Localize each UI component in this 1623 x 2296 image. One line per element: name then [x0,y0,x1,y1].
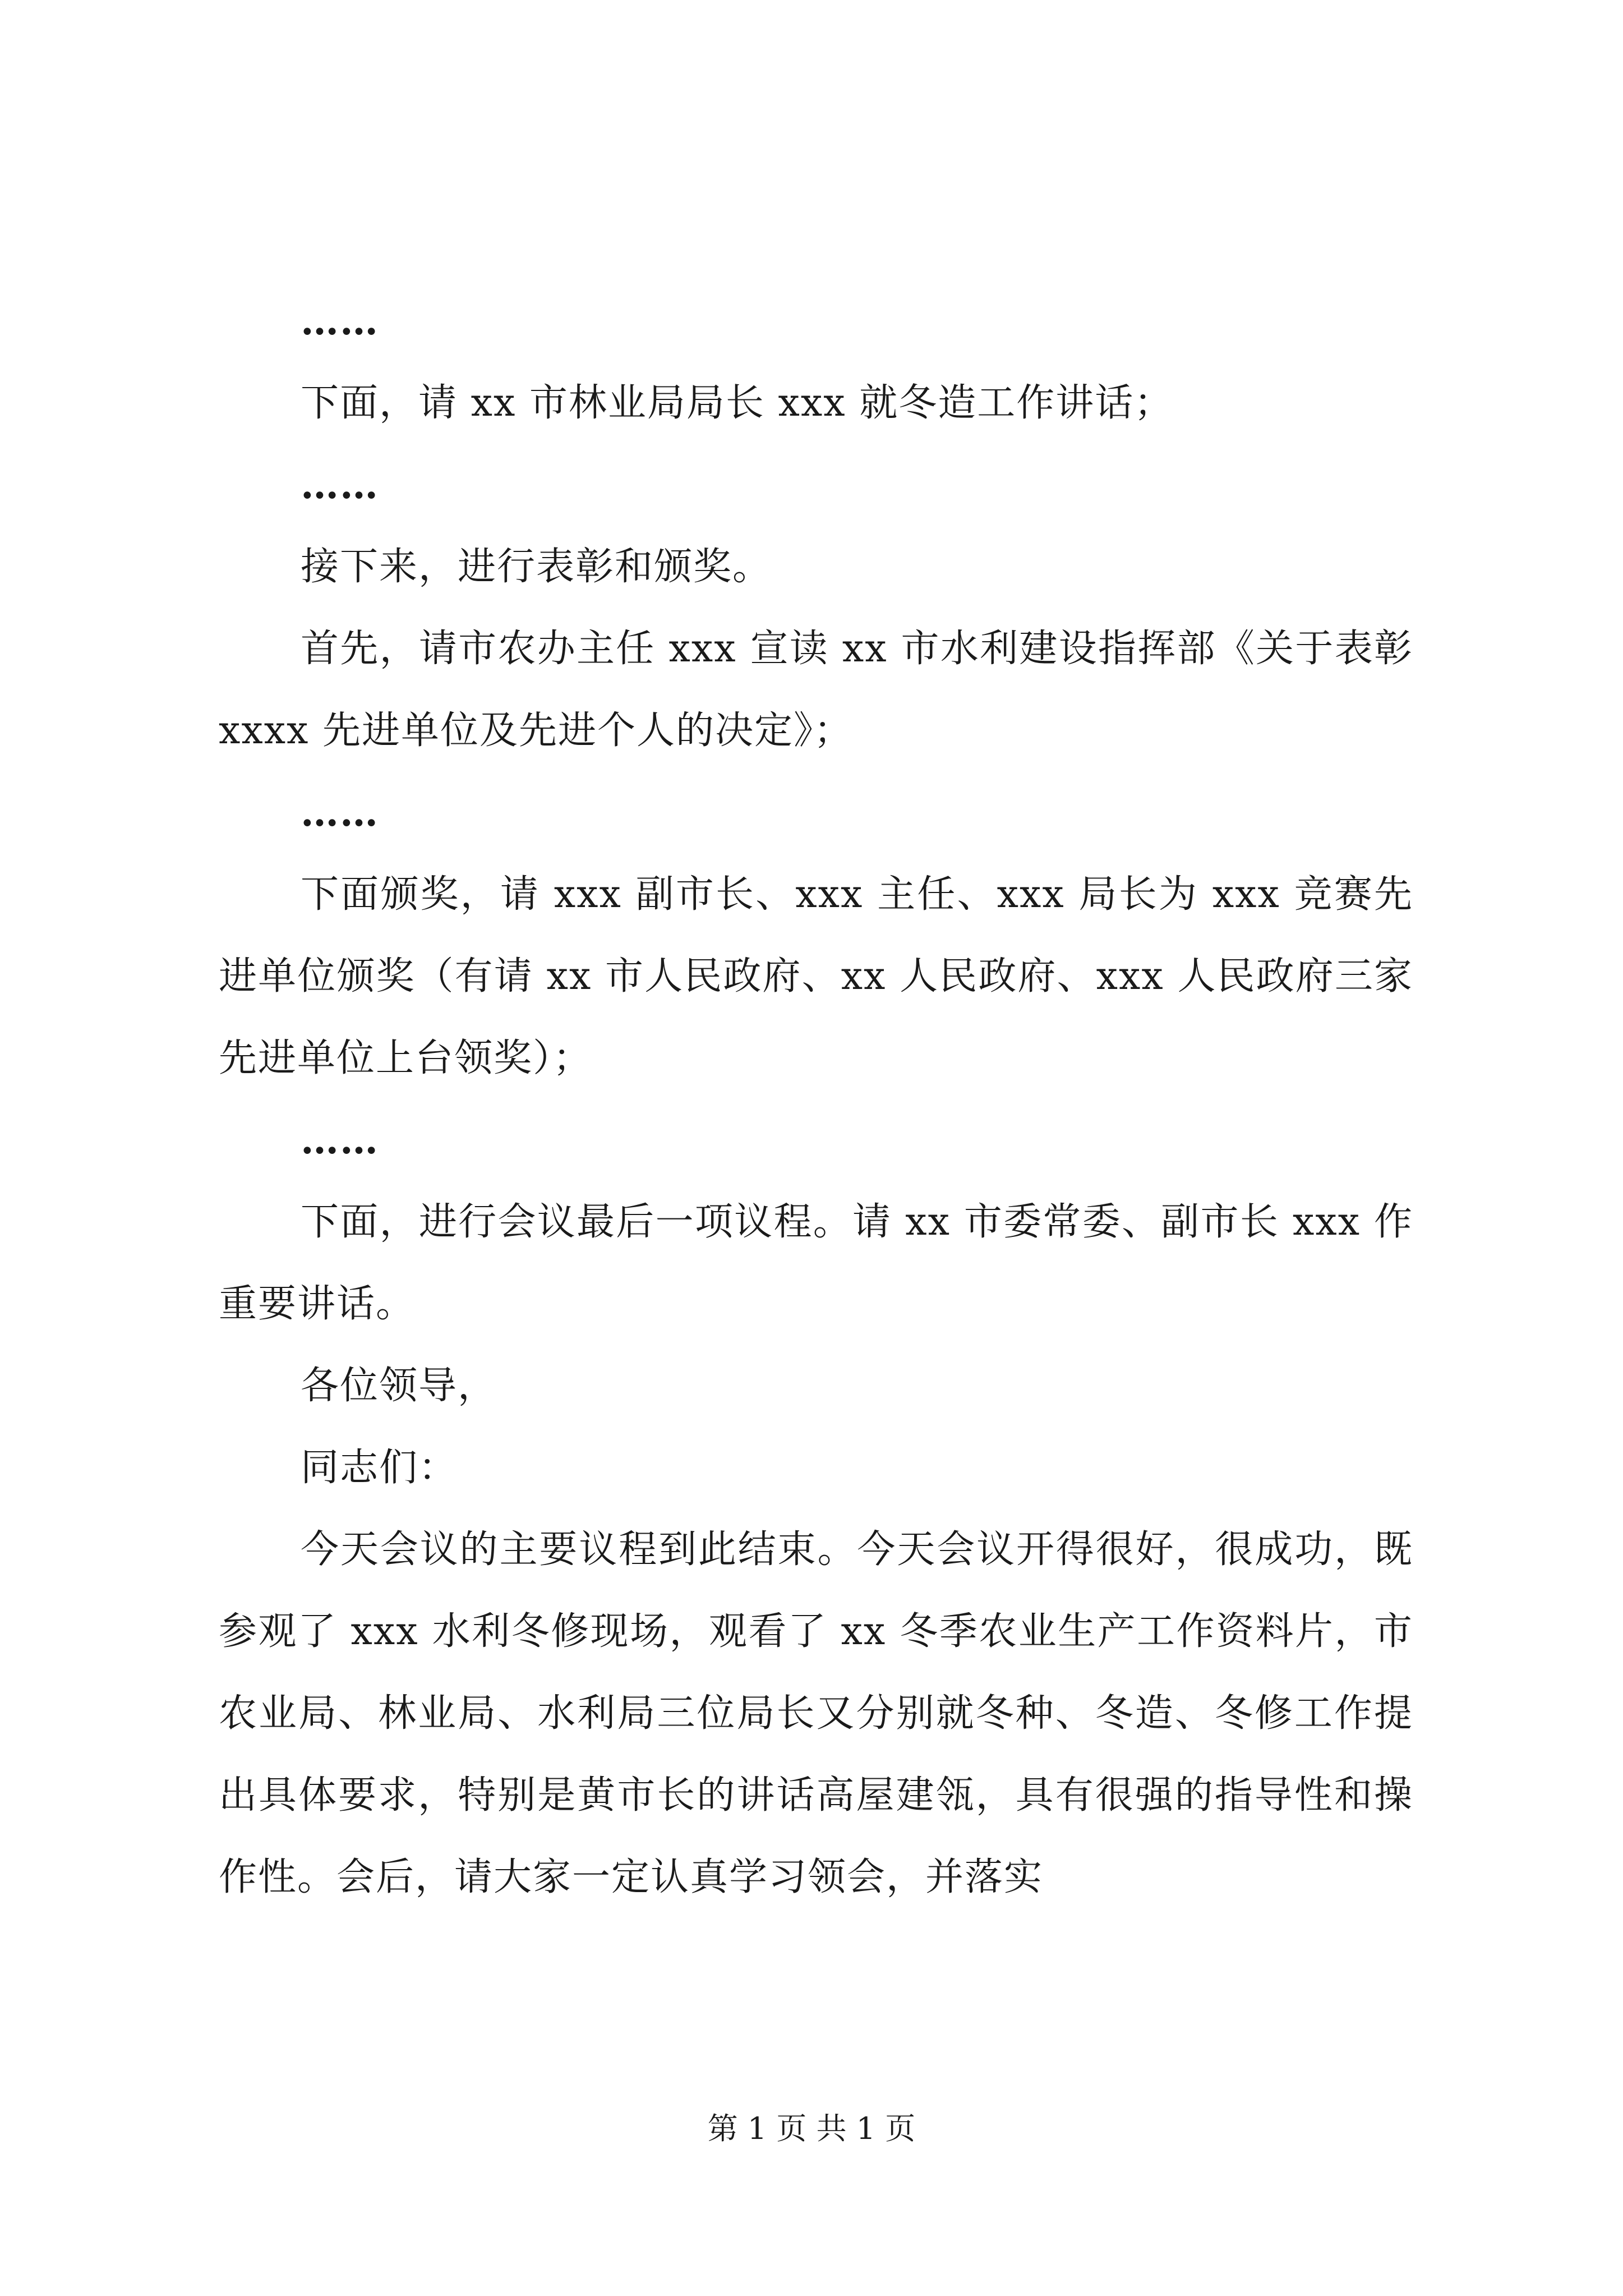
document-body [219,280,1413,1918]
paragraph: 下面颁奖，请 xxx 副市长、xxx 主任、xxx 局长为 xxx 竞赛先进单位颁奖（有请 xx 市人民政府、xx 人民政府、xxx 人民政府三家先进单位上台领奖）； [219,872,1413,1080]
paragraph: 下面，请 xx 市林业局局长 xxx 就冬造工作讲话； [301,381,1174,425]
salutation-leaders: 各位领导， [301,1364,497,1408]
ellipsis-line: …… [301,463,379,508]
paragraph: 下面，进行会议最后一项议程。请 xx 市委常委、副市长 xxx 作重要讲话。 [219,1200,1413,1326]
ellipsis-line: …… [301,299,379,344]
salutation-comrades: 同志们： [301,1446,458,1490]
page-footer: 第 1 页 共 1 页 [707,2111,916,2146]
ellipsis-line: …… [301,1118,379,1163]
ellipsis-line: …… [301,790,379,835]
paragraph: 接下来，进行表彰和颁奖。 [301,545,772,589]
paragraph: 首先，请市农办主任 xxx 宣读 xx 市水利建设指挥部《关于表彰 xxxx 先进单位及先进个人的决定》； [219,627,1413,753]
paragraph: 今天会议的主要议程到此结束。今天会议开得很好，很成功，既参观了 xxx 水利冬修现场，观看了 xx 冬季农业生产工作资料片，市农业局、林业局、水利局三位局长又分别就冬种、冬造、冬修工作提出具体要求，特别是黄市长的讲话高屋建瓴，具有很强的指导性和操作性。会后，请大家一定认真学习领会，并落实 [219,1527,1413,1899]
